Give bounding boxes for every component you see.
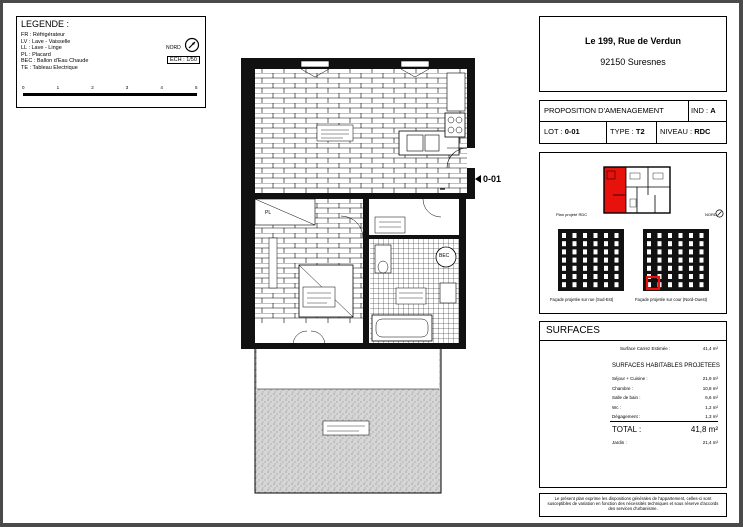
facade-window — [615, 258, 619, 263]
facade-window — [689, 258, 693, 263]
legend-list — [21, 32, 88, 72]
facade-window — [562, 274, 566, 279]
type-field — [610, 127, 645, 136]
facade-window — [594, 233, 598, 238]
facade-window — [604, 233, 608, 238]
lot-marker-label: 0-01 — [483, 174, 502, 184]
facade-window — [668, 241, 672, 246]
facade-window — [700, 274, 704, 279]
facade-window — [615, 274, 619, 279]
facade-window — [562, 249, 566, 254]
total-label: TOTAL : — [612, 425, 642, 434]
facade-window — [615, 233, 619, 238]
legend-item: TE : Tableau Electrique — [21, 64, 78, 71]
surfaces-divider — [540, 340, 726, 341]
mini-north-label: NORD — [705, 212, 717, 217]
facade-window — [700, 249, 704, 254]
facade-window — [573, 258, 577, 263]
facade-window — [562, 241, 566, 246]
lot-label: LOT : — [544, 127, 563, 136]
facade-window — [604, 266, 608, 271]
facade-courtyard-caption: Façade projetée sur cour (Nord-Ouest) — [635, 297, 708, 302]
facade-window — [573, 241, 577, 246]
north-arrow-icon — [184, 37, 200, 53]
jardin-label: Jardin : — [612, 440, 627, 445]
facade-window — [594, 249, 598, 254]
scale-tick-label: 4 — [160, 85, 163, 90]
facade-window — [679, 241, 683, 246]
facade-window — [679, 233, 683, 238]
facade-window — [658, 266, 662, 271]
plans-box — [539, 152, 727, 314]
disclaimer-text: Le présent plan exprime les dispositions générales de l'appartement, celles-ci sont susceptibles de variation en fonction des nécessités techniques et sous réserve d'accords des services d'urbanisme. — [547, 496, 719, 511]
facade-window — [647, 266, 651, 271]
type-label: TYPE : — [610, 127, 634, 136]
type-value: T2 — [635, 127, 645, 136]
niveau-value: RDC — [694, 127, 711, 136]
facade-window — [562, 258, 566, 263]
facade-window — [689, 249, 693, 254]
facade-window — [583, 266, 587, 271]
scale-tick-label: 1 — [56, 85, 60, 90]
facade-window — [647, 233, 651, 238]
proposal-divider-v1 — [688, 101, 689, 121]
facade-window — [700, 241, 704, 246]
surface-row-label: Chambre : — [612, 385, 634, 391]
facade-window — [615, 241, 619, 246]
facade-window — [689, 266, 693, 271]
disclaimer-box — [539, 493, 727, 517]
facade-window — [562, 282, 566, 287]
jardin-value: 21,4 m² — [702, 440, 718, 445]
surface-row-label: Séjour + Cuisine : — [612, 376, 648, 381]
facade-window — [594, 266, 598, 271]
total-value: 41,8 m² — [690, 425, 718, 434]
scale-bar — [23, 93, 197, 96]
plan-sheet — [3, 3, 739, 523]
proposal-divider-v2 — [606, 121, 607, 143]
ind-label: IND : — [691, 106, 709, 115]
facade-window — [700, 258, 704, 263]
facade-window — [573, 249, 577, 254]
facade-window — [615, 249, 619, 254]
facade-window — [647, 249, 651, 254]
facade-window — [583, 249, 587, 254]
north-label: NORD — [166, 45, 181, 51]
facade-window — [679, 258, 683, 263]
total-divider — [610, 421, 718, 422]
facade-window — [668, 266, 672, 271]
facade-window — [583, 258, 587, 263]
bec-label: BEC — [439, 253, 450, 259]
niveau-label: NIVEAU : — [660, 127, 693, 136]
facade-window — [658, 241, 662, 246]
facade-window — [668, 282, 672, 287]
scale-label: ECH : 1/50 — [167, 56, 200, 64]
facade-window — [700, 233, 704, 238]
surface-row-label: Wc : — [612, 404, 621, 410]
surfaces-title: SURFACES — [546, 325, 600, 336]
facade-window — [668, 258, 672, 263]
facade-window — [573, 266, 577, 271]
address-box — [539, 16, 727, 92]
facade-window — [668, 249, 672, 254]
carrez-value: 41,4 m² — [702, 346, 718, 351]
surface-row-value: 10,8 m² — [702, 385, 718, 391]
legend-item: PL : Placard — [21, 51, 51, 58]
facade-window — [647, 241, 651, 246]
legend-box — [16, 16, 206, 108]
facade-window — [604, 258, 608, 263]
surface-row-value: 21,9 m² — [702, 376, 718, 381]
habitable-title: SURFACES HABITABLES PROJETEES — [612, 363, 720, 369]
facade-window — [594, 258, 598, 263]
facade-window — [658, 258, 662, 263]
facade-window — [668, 274, 672, 279]
scale-tick-label: 5 — [195, 85, 198, 90]
facade-courtyard — [641, 227, 711, 293]
niveau-field — [660, 127, 710, 136]
ind-value: A — [710, 106, 716, 115]
floor-plan — [231, 53, 501, 503]
surface-row-value: 1,2 m² — [705, 404, 718, 410]
facade-window — [573, 233, 577, 238]
facade-window — [647, 258, 651, 263]
facade-window — [700, 282, 704, 287]
scale-tick-label: 2 — [91, 85, 94, 90]
carrez-label: Surface Carrez Estimée : — [620, 346, 671, 351]
facade-window — [583, 241, 587, 246]
proposal-title: PROPOSITION D'AMENAGEMENT — [544, 106, 664, 115]
facade-window — [679, 266, 683, 271]
facade-window — [615, 266, 619, 271]
facade-window — [679, 282, 683, 287]
facade-window — [562, 233, 566, 238]
facade-window — [594, 274, 598, 279]
mini-plan — [603, 165, 671, 215]
facade-window — [594, 282, 598, 287]
facade-window — [562, 266, 566, 271]
facade-window — [689, 282, 693, 287]
address-line1: Le 199, Rue de Verdun — [584, 36, 682, 46]
facade-window — [679, 274, 683, 279]
lot-value: 0-01 — [564, 127, 580, 136]
facade-window — [700, 266, 704, 271]
scale-tick-label: 0 — [22, 85, 25, 90]
surface-row-value: 6,6 m² — [705, 395, 718, 400]
facade-window — [679, 249, 683, 254]
facade-window — [573, 274, 577, 279]
surface-row-label: Dégagement : — [612, 414, 641, 419]
placard-label: PL — [265, 210, 272, 216]
facade-street — [556, 227, 626, 293]
facade-window — [658, 249, 662, 254]
facade-window — [583, 282, 587, 287]
proposal-divider-v3 — [656, 121, 657, 143]
facade-street-caption: Façade projetée sur rue (Sud-Est) — [550, 297, 614, 302]
facade-window — [573, 282, 577, 287]
proposal-box — [539, 100, 727, 144]
facade-window — [604, 241, 608, 246]
address-line2: 92150 Suresnes — [600, 57, 666, 67]
facade-window — [668, 233, 672, 238]
facade-window — [689, 233, 693, 238]
facade-window — [689, 241, 693, 246]
facade-window — [583, 274, 587, 279]
facade-window — [604, 249, 608, 254]
legend-item: LL : Lave - Linge — [21, 45, 62, 52]
facade-window — [615, 282, 619, 287]
plan-caption: Plan projeté RDC — [556, 212, 588, 217]
legend-item: FR : Réfrigérateur — [21, 32, 66, 38]
surface-row-label: Salle de bain : — [612, 395, 641, 400]
scale-tick-label: 3 — [125, 85, 129, 90]
proposal-divider-h — [540, 121, 726, 122]
mini-north-icon — [715, 209, 724, 218]
facade-window — [604, 282, 608, 287]
facade-window — [689, 274, 693, 279]
legend-title: LEGENDE : — [21, 19, 70, 29]
facade-window — [583, 233, 587, 238]
ind-field — [691, 106, 716, 115]
facade-window — [594, 241, 598, 246]
lot-field — [544, 127, 580, 136]
surface-row-value: 1,3 m² — [705, 414, 718, 419]
facade-window — [658, 233, 662, 238]
surfaces-box — [539, 321, 727, 488]
legend-item: LV : Lave - Vaisselle — [21, 38, 71, 45]
facade-window — [604, 274, 608, 279]
legend-item: BEC : Ballon d'Eau Chaude — [21, 58, 89, 65]
